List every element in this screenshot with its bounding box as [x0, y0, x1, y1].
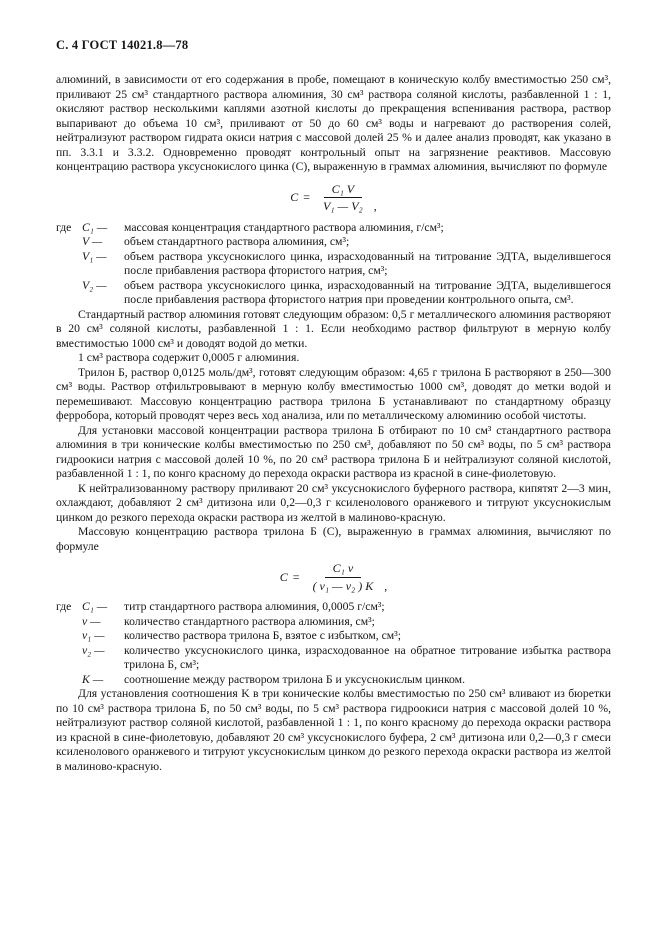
document-body	[56, 73, 611, 774]
paragraph-1: алюминий, в зависимости от его содержания в пробе, помещают в коническую колбу вместимостью 250 см³, приливают 25 см³ стандартного раствора алюминия, 30 см³ раствора соляной кислоты, разбавленной 1 : 1, окисляют раствор несколькими каплями азотной кислоты до прекращения вспенивания раствора, раствор выпаривают до объема 10 см³, приливают от 50 до 60 см³ воды и нагревают до растворения солей, нейтрализуют раствором гидрата окиси натрия с массовой долей 25 % и далее анализ проводят, как указано в пп. 3.3.1 и 3.3.2. Одновременно проводят контрольный опыт на загрязнение реактивов. Массовую концентрацию раствора уксуснокислого цинка (С), выраженную в граммах алюминия, вычисляют по формуле	[56, 73, 611, 173]
formula-denominator: ( v₁ — v₂ ) K	[312, 578, 374, 593]
definition-term: V₂ —	[82, 278, 107, 292]
paragraph-8: Для установления соотношения K в три конические колбы вместимостью по 250 см³ вливают из бюретки по 10 см³ раствора трилона Б, по 50 см³ воды, по 5 см³ раствора гидроокиси натрия с массовой долей 10 %, нейтрализуют раствор соляной кислотой, разбавленной 1 : 1, по конго красному до перехода окраски раствора из красной в сине-фиолетовую, добавляют 20 см³ уксуснокислого буфера, 2 см³ дитизона или 0,2—0,3 г смеси ксиленолового оранжевого и титруют уксуснокислым цинком до резкого перехода окраски раствора из желтой в малиново-красную.	[56, 687, 611, 773]
formula-trilon-b	[56, 561, 611, 593]
definition-term: V₁ —	[82, 249, 107, 263]
page-header: С. 4 ГОСТ 14021.8—78	[56, 38, 189, 52]
formula-lhs: C	[290, 190, 299, 205]
paragraph-4: Трилон Б, раствор 0,0125 моль/дм³, готовят следующим образом: 4,65 г трилона Б растворяют в 250—300 см³ воды. Раствор отфильтровывают в мерную колбу вместимостью 1000 см³, доводят до метки водой и перемешивают. Массовую концентрацию раствора трилона Б устанавливают по стандартному образцу ферробора, который проводят через весь ход анализа, или по металлическому алюминию особой чистоты.	[56, 365, 611, 422]
definition-list-1	[56, 221, 611, 308]
definition-item	[82, 250, 611, 279]
definition-text: массовая концентрация стандартного раствора алюминия, г/см³;	[124, 220, 444, 234]
definition-item	[82, 221, 611, 236]
equals-sign: =	[292, 569, 300, 584]
definition-text: количество раствора трилона Б, взятое с избытком, см³;	[124, 629, 401, 642]
definition-term: v₁ —	[82, 629, 105, 642]
paragraph-3: 1 см³ раствора содержит 0,0005 г алюминия.	[78, 351, 300, 364]
formula-zinc-acetate	[56, 182, 611, 214]
where-label: где	[56, 600, 72, 613]
formula-fraction	[305, 561, 382, 593]
definition-item	[82, 235, 611, 250]
definition-item	[82, 279, 611, 308]
formula-numerator: C₁ v	[325, 561, 362, 578]
definition-text: соотношение между раствором трилона Б и уксуснокислым цинком.	[124, 672, 465, 686]
formula-fraction	[315, 182, 371, 214]
paragraph-5: Для установки массовой концентрации раствора трилона Б отбирают по 10 см³ стандартного раствора алюминия в три конические колбы вместимостью по 250 см³, добавляют по 50 см³ воды, по 5 см³ раствора гидроокиси натрия с массовой долей 10 %, по 20 см³ раствора трилона Б и нейтрализуют соляной кислотой, разбавленной 1 : 1, по конго красному до перехода окраски раствора из красной в сине-фиолетовую.	[56, 423, 611, 480]
paragraph-7: Массовую концентрацию раствора трилона Б (С), выраженную в граммах алюминия, вычисляют по формуле	[56, 525, 611, 553]
definition-term: V —	[82, 235, 103, 248]
definition-text: количество стандартного раствора алюминия, см³;	[124, 614, 375, 628]
formula-punctuation: ,	[384, 578, 388, 593]
definition-term: K —	[82, 672, 104, 686]
definition-term: v —	[82, 614, 101, 628]
formula-punctuation: ,	[373, 199, 377, 213]
formula-numerator: C₁ V	[324, 182, 363, 199]
paragraph-2: Стандартный раствор алюминия готовят следующим образом: 0,5 г металлического алюминия растворяют в 20 см³ соляной кислоты, разбавленной 1 : 1. Если необходимо раствор фильтруют в мерную колбу вместимостью 1000 см³ и доводят водой до метки.	[56, 307, 611, 350]
definition-text: объем раствора уксуснокислого цинка, израсходованный на титрование ЭДТА, выделившегося после прибавления раствора фтористого натрия, см³;	[124, 249, 611, 277]
definition-item	[82, 644, 611, 673]
definition-term: v₂ —	[82, 643, 105, 657]
definition-text: количество уксуснокислого цинка, израсходованное на обратное титрование избытка раствора трилона Б, см³;	[124, 643, 611, 671]
formula-lhs: C	[279, 569, 288, 584]
definition-item	[82, 600, 611, 615]
definition-term: C₁ —	[82, 220, 108, 234]
where-label: где	[56, 220, 72, 234]
definition-item	[82, 629, 611, 644]
definition-text: объем стандартного раствора алюминия, см³;	[124, 235, 350, 248]
definition-term: C₁ —	[82, 600, 108, 613]
definition-list-2	[56, 600, 611, 687]
definition-text: титр стандартного раствора алюминия, 0,0005 г/см³;	[124, 600, 385, 613]
paragraph-6: К нейтрализованному раствору приливают 20 см³ уксуснокислого буферного раствора, кипятят 2—3 мин, охлаждают, добавляют 2 см³ дитизона или 0,2—0,3 г ксиленолового оранжевого и титруют уксуснокислым цинком до резкого перехода окраски раствора из желтой в малиново-красную.	[56, 481, 611, 524]
definition-item	[82, 673, 611, 688]
definition-item	[82, 615, 611, 630]
definition-text: объем раствора уксуснокислого цинка, израсходованный на титрование ЭДТА, выделившегося после прибавления раствора фтористого натрия при проведении контрольного опыта, см³.	[124, 278, 611, 306]
equals-sign: =	[303, 190, 311, 205]
formula-denominator: V₁ — V₂	[323, 199, 363, 213]
